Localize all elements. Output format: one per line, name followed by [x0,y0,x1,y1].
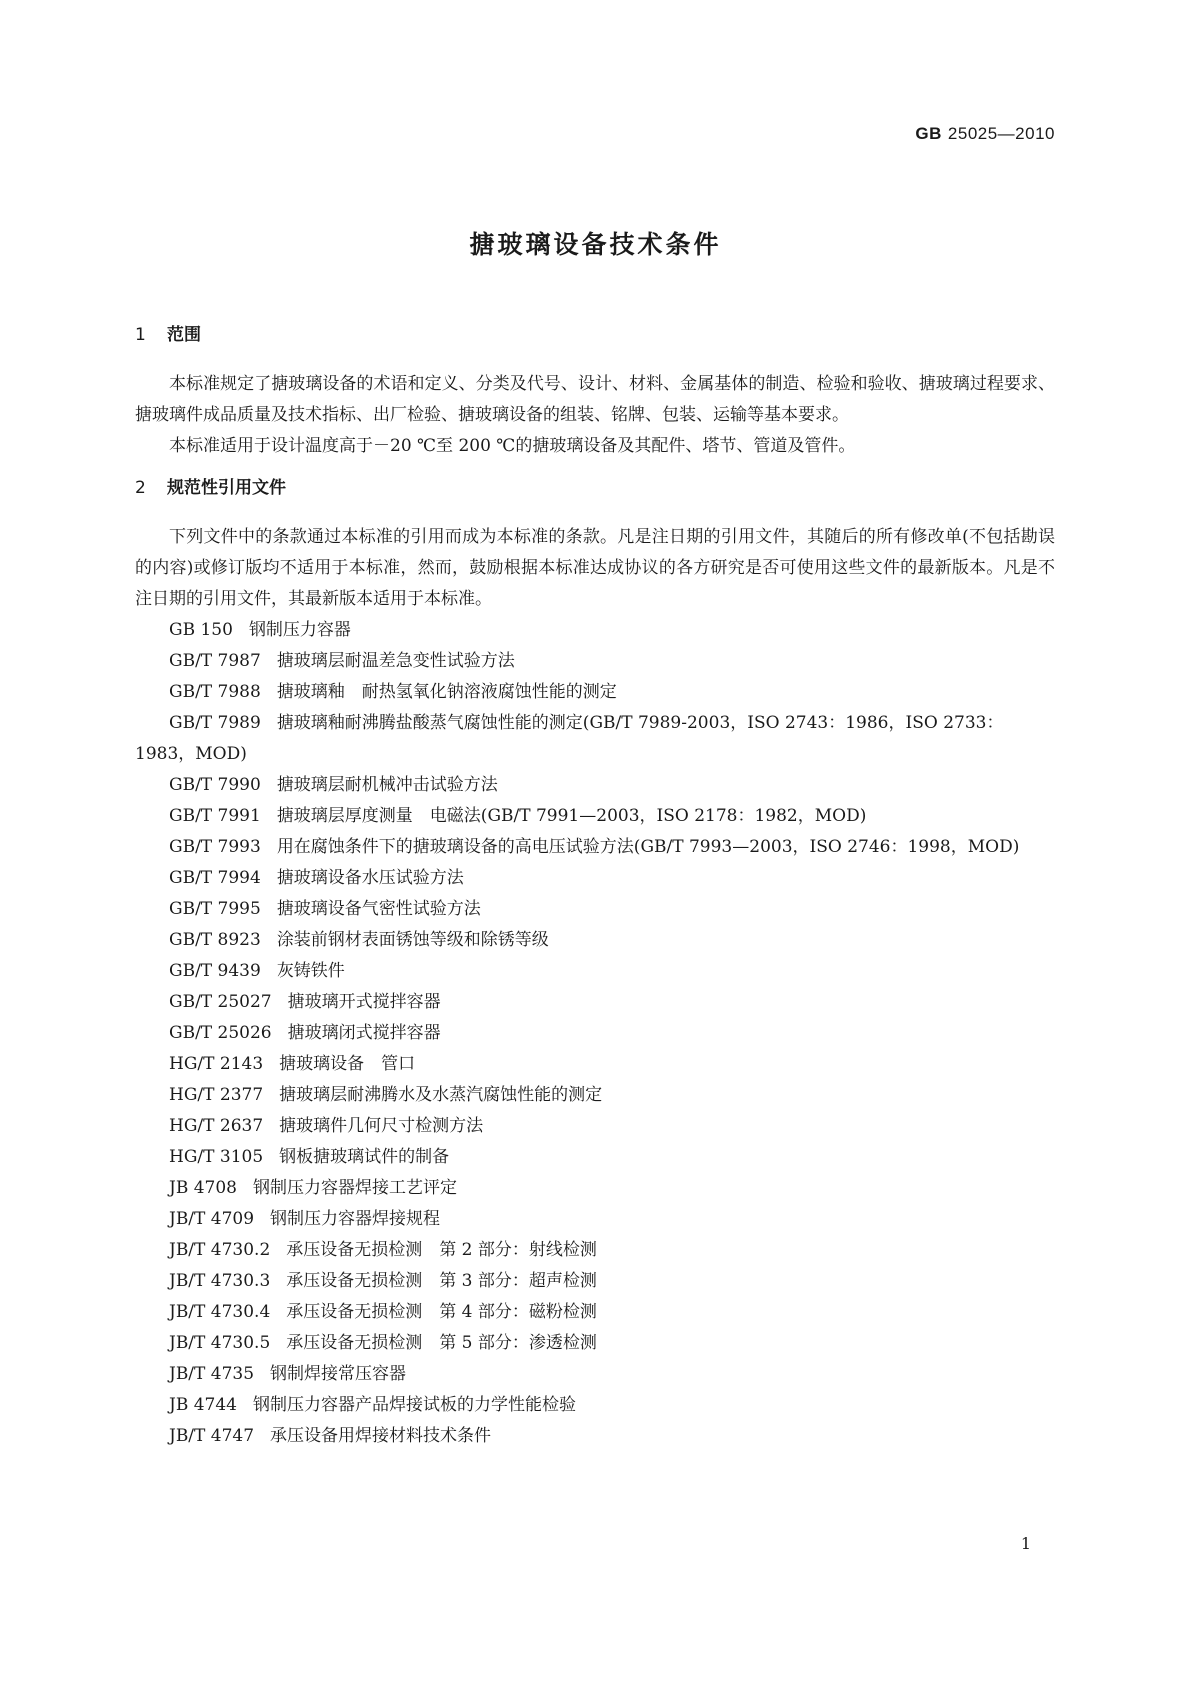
reference-title: 钢制焊接常压容器 [270,1364,407,1384]
reference-title: 承压设备无损检测 第 4 部分：磁粉检测 [286,1302,597,1322]
reference-code: HG/T 2377 [169,1085,264,1105]
section-2-heading [135,473,1055,504]
reference-title: 搪玻璃层厚度测量 电磁法(GB/T 7991—2003，ISO 2178：1982，MOD) [276,806,867,826]
reference-code: JB/T 4730.3 [169,1271,271,1291]
reference-code: GB/T 7990 [169,775,261,795]
section-1-body [135,369,1055,462]
section-1-heading [135,320,1055,351]
reference-item [135,1235,1055,1266]
reference-code: GB/T 8923 [169,930,261,950]
reference-item [135,1266,1055,1297]
reference-item [135,677,1055,708]
standard-prefix: GB [915,124,942,143]
reference-code: GB 150 [169,620,233,640]
reference-item [135,987,1055,1018]
reference-item [135,708,1055,770]
reference-item [135,1018,1055,1049]
reference-item [135,615,1055,646]
reference-code: HG/T 2143 [169,1054,264,1074]
document-body [135,320,1055,1452]
section-2-number: 2 [135,478,146,498]
reference-item [135,1421,1055,1452]
section-1-number: 1 [135,325,146,345]
reference-title: 搪玻璃釉耐沸腾盐酸蒸气腐蚀性能的测定(GB/T 7989-2003，ISO 2743：1986，ISO 2733：1983，MOD) [135,713,1004,764]
reference-code: GB/T 25026 [169,1023,272,1043]
reference-item [135,1111,1055,1142]
reference-code: GB/T 7993 [169,837,261,857]
reference-code: GB/T 25027 [169,992,272,1012]
reference-code: HG/T 2637 [169,1116,264,1136]
reference-title: 承压设备无损检测 第 3 部分：超声检测 [286,1271,597,1291]
reference-code: JB/T 4730.5 [169,1333,271,1353]
reference-title: 承压设备无损检测 第 2 部分：射线检测 [286,1240,597,1260]
reference-title: 搪玻璃设备气密性试验方法 [276,899,481,919]
section-2-title: 规范性引用文件 [167,478,286,498]
reference-item [135,770,1055,801]
reference-title: 搪玻璃层耐沸腾水及水蒸汽腐蚀性能的测定 [279,1085,603,1105]
page-number: 1 [1020,1534,1031,1553]
reference-title: 钢板搪玻璃试件的制备 [279,1147,450,1167]
reference-code: JB 4744 [169,1395,237,1415]
reference-code: HG/T 3105 [169,1147,264,1167]
reference-code: JB/T 4730.4 [169,1302,271,1322]
reference-title: 搪玻璃设备 管口 [279,1054,416,1074]
reference-title: 搪玻璃层耐机械冲击试验方法 [276,775,498,795]
reference-item [135,925,1055,956]
reference-title: 搪玻璃开式搅拌容器 [287,992,441,1012]
reference-title: 搪玻璃层耐温差急变性试验方法 [276,651,515,671]
reference-code: GB/T 7994 [169,868,261,888]
reference-item [135,956,1055,987]
reference-code: GB/T 7989 [169,713,261,733]
reference-item [135,1359,1055,1390]
reference-item [135,1142,1055,1173]
standard-code [915,124,1055,144]
reference-title: 搪玻璃件几何尺寸检测方法 [279,1116,484,1136]
reference-item [135,863,1055,894]
section-1-paragraph: 本标准规定了搪玻璃设备的术语和定义、分类及代号、设计、材料、金属基体的制造、检验和验收、搪玻璃过程要求、搪玻璃件成品质量及技术指标、出厂检验、搪玻璃设备的组装、铭牌、包装、运输等基本要求。 [135,374,1055,425]
reference-item [135,1173,1055,1204]
reference-code: GB/T 7987 [169,651,261,671]
reference-title: 承压设备用焊接材料技术条件 [270,1426,492,1446]
reference-code: GB/T 7988 [169,682,261,702]
reference-list [135,615,1055,1452]
reference-title: 钢制压力容器产品焊接试板的力学性能检验 [252,1395,576,1415]
reference-code: JB/T 4730.2 [169,1240,271,1260]
reference-title: 用在腐蚀条件下的搪玻璃设备的高电压试验方法(GB/T 7993—2003，ISO 2746：1998，MOD) [276,837,1020,857]
reference-code: JB 4708 [169,1178,237,1198]
standard-number: 25025—2010 [947,124,1055,143]
reference-code: GB/T 9439 [169,961,261,981]
section-1-title: 范围 [167,325,201,345]
reference-code: JB/T 4709 [169,1209,255,1229]
reference-code: JB/T 4747 [169,1426,255,1446]
reference-title: 承压设备无损检测 第 5 部分：渗透检测 [286,1333,597,1353]
section-1-paragraph: 本标准适用于设计温度高于－20 ℃至 200 ℃的搪玻璃设备及其配件、塔节、管道及管件。 [169,436,856,456]
reference-item [135,832,1055,863]
reference-code: GB/T 7995 [169,899,261,919]
reference-item [135,1297,1055,1328]
reference-title: 涂装前钢材表面锈蚀等级和除锈等级 [276,930,549,950]
document-title: 搪玻璃设备技术条件 [469,230,722,259]
reference-item [135,1328,1055,1359]
reference-code: GB/T 7991 [169,806,261,826]
reference-item [135,1204,1055,1235]
reference-title: 钢制压力容器焊接规程 [270,1209,441,1229]
reference-title: 搪玻璃设备水压试验方法 [276,868,464,888]
reference-item [135,1390,1055,1421]
reference-item [135,1049,1055,1080]
reference-title: 搪玻璃釉 耐热氢氧化钠溶液腐蚀性能的测定 [276,682,617,702]
reference-title: 搪玻璃闭式搅拌容器 [287,1023,441,1043]
reference-item [135,1080,1055,1111]
reference-title: 钢制压力容器焊接工艺评定 [252,1178,457,1198]
reference-item [135,801,1055,832]
reference-title: 灰铸铁件 [276,961,345,981]
section-2-body [135,522,1055,1452]
reference-item [135,646,1055,677]
reference-item [135,894,1055,925]
reference-title: 钢制压力容器 [248,620,351,640]
section-2-intro: 下列文件中的条款通过本标准的引用而成为本标准的条款。凡是注日期的引用文件，其随后的所有修改单(不包括勘误的内容)或修订版均不适用于本标准，然而，鼓励根据本标准达成协议的各方研究是否可使用这些文件的最新版本。凡是不注日期的引用文件，其最新版本适用于本标准。 [135,527,1055,609]
reference-code: JB/T 4735 [169,1364,255,1384]
